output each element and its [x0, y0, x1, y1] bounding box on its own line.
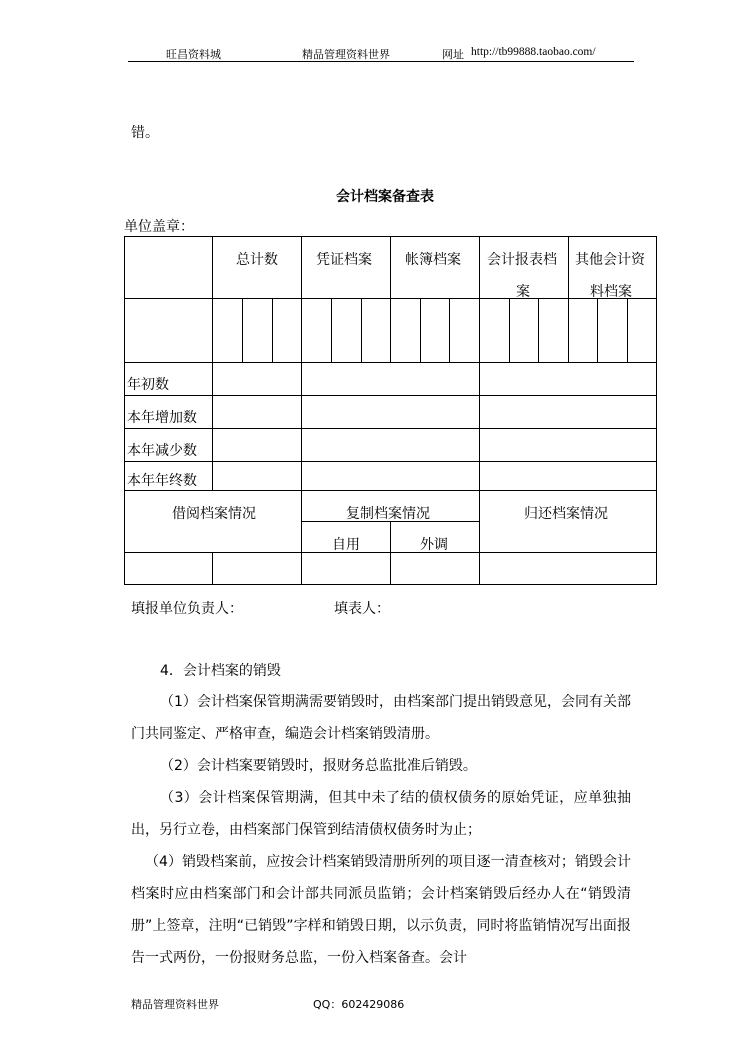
- col-header-voucher: 凭证档案: [316, 252, 372, 268]
- paragraph-4: （4）销毁档案前，应按会计档案销毁清册所列的项目逐一清查核对；销毁会计档案时应由档案部门和会计部共同派员监销；会计档案销毁后经办人在“销毁清册”上签章，注明“已销毁”字样和销毁日期，以示负责，同时将监销情况写出面报告一式两份，一份报财务总监，一份入档案备查。会计: [131, 854, 631, 966]
- header-brand: 精品管理资料世界: [302, 48, 390, 61]
- unit-seal-label: 单位盖章：: [124, 219, 194, 235]
- row-label-opening: 年初数: [127, 377, 169, 393]
- col-header-ledger: 帐簿档案: [405, 252, 461, 268]
- paragraph-2: （2）会计档案要销毁时，报财务总监批准后销毁。: [160, 758, 477, 774]
- paragraph-3: （3）会计档案保管期满，但其中未了结的债权债务的原始凭证，应单独抽出，另行立卷，由档案部门保管到结清债权债务时为止；: [131, 790, 631, 838]
- return-status-label: 归还档案情况: [524, 506, 608, 522]
- section-heading: 4．会计档案的销毁: [160, 663, 281, 679]
- borrow-status-label: 借阅档案情况: [172, 506, 256, 522]
- table-title: 会计档案备查表: [336, 189, 434, 205]
- footer-brand: 精品管理资料世界: [131, 998, 219, 1011]
- col-header-other-line1: 其他会计资: [575, 252, 645, 268]
- header-site-name: 旺昌资料城: [166, 48, 221, 61]
- paragraph-1: （1）会计档案保管期满需要销毁时，由档案部门提出销毁意见，会同有关部门共同鉴定、严格审查，编造会计档案销毁清册。: [131, 694, 631, 742]
- unit-head-signature-label: 填报单位负责人：: [131, 601, 243, 617]
- header-url-label: 网址: [442, 48, 464, 61]
- row-label-closing: 本年年终数: [127, 473, 197, 489]
- copy-self-label: 自用: [332, 537, 360, 553]
- footer-qq: QQ：602429086: [313, 998, 405, 1011]
- copy-status-label: 复制档案情况: [346, 506, 430, 522]
- row-label-decrease: 本年减少数: [127, 443, 197, 459]
- col-header-other-line2: 料档案: [590, 284, 632, 300]
- col-header-report-line1: 会计报表档: [487, 252, 557, 268]
- row-label-increase: 本年增加数: [127, 410, 197, 426]
- col-header-total: 总计数: [236, 252, 278, 268]
- copy-external-label: 外调: [420, 537, 448, 553]
- filler-signature-label: 填表人：: [334, 601, 390, 617]
- intro-fragment: 错。: [131, 125, 159, 141]
- col-header-report-line2: 案: [516, 284, 530, 300]
- header-url-link[interactable]: http://tb99888.taobao.com/: [471, 46, 596, 58]
